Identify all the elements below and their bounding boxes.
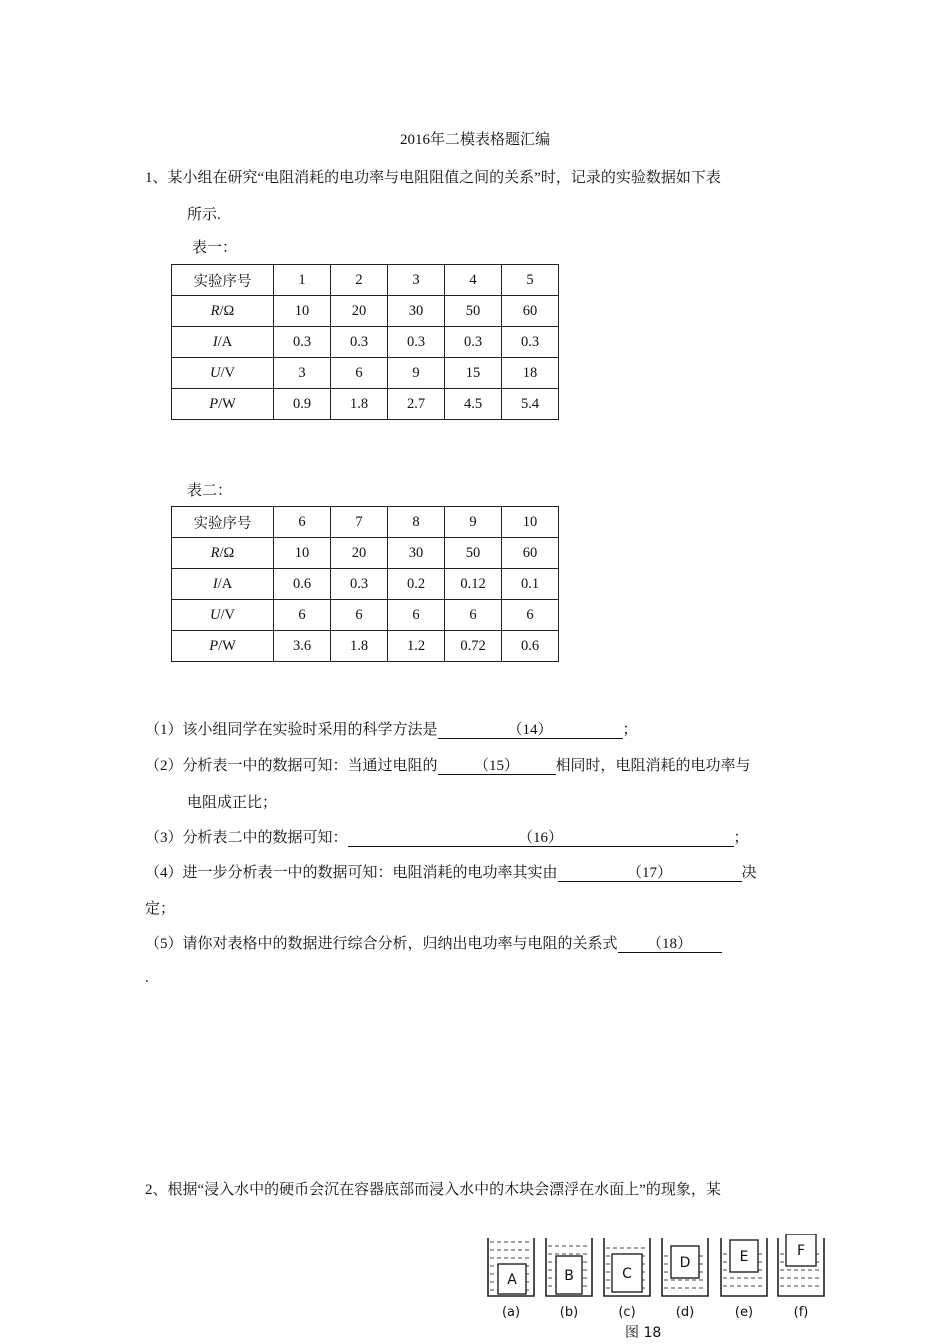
quantity-label (172, 538, 274, 569)
q1-number: 1、 (145, 170, 168, 186)
answer-blank-14[interactable]: （14） (438, 722, 623, 739)
quantity-label (172, 358, 274, 389)
table-cell: 0.3 (502, 327, 559, 358)
table-cell: 4.5 (445, 389, 502, 420)
table-cell: 30 (388, 296, 445, 327)
quantity-label (172, 296, 274, 327)
answer-blank-16[interactable]: （16） (348, 830, 734, 847)
sub-question-1 (145, 718, 638, 739)
table-cell: 6 (388, 600, 445, 631)
trial-number: 7 (331, 507, 388, 538)
beaker-label: (f) (793, 1305, 809, 1320)
table-cell: 0.6 (502, 631, 559, 662)
table-row (172, 631, 559, 662)
table-cell: 20 (331, 296, 388, 327)
table-row (172, 327, 559, 358)
quantity-symbol: I (212, 333, 218, 350)
trial-number: 9 (445, 507, 502, 538)
quantity-symbol: U (210, 606, 221, 623)
sub-question-4 (145, 861, 757, 882)
sub1-end: ； (622, 722, 638, 738)
table-cell: 1.2 (388, 631, 445, 662)
quantity-unit: /V (220, 364, 235, 381)
q2-number: 2、 (145, 1182, 168, 1198)
sub2-text-cont: 相同时，电阻消耗的电功率与 (555, 758, 751, 774)
block-label: E (739, 1249, 749, 1265)
q2-stem-line1 (145, 1178, 721, 1199)
quantity-symbol: I (212, 575, 218, 592)
table-cell: 0.3 (388, 327, 445, 358)
quantity-unit: /V (220, 606, 235, 623)
table-row (172, 569, 559, 600)
quantity-symbol: U (210, 364, 221, 381)
table-cell: 60 (502, 296, 559, 327)
sub4-text-cont: 决 (741, 865, 757, 881)
beaker-label: (c) (618, 1305, 636, 1320)
sub5-text: （5）请你对表格中的数据进行综合分析，归纳出电功率与电阻的关系式 (145, 936, 618, 952)
answer-blank-17[interactable]: （17） (558, 865, 742, 882)
quantity-unit: /W (218, 395, 236, 412)
beaker-label: (d) (675, 1305, 695, 1320)
table-cell: 20 (331, 538, 388, 569)
trial-number: 8 (388, 507, 445, 538)
sub1-text: （1）该小组同学在实验时采用的科学方法是 (145, 722, 438, 738)
block-label: F (796, 1243, 806, 1259)
table1 (171, 264, 559, 420)
sub-question-3 (145, 826, 749, 847)
quantity-unit: /Ω (219, 544, 235, 561)
block-label: B (564, 1268, 574, 1284)
trial-number: 10 (502, 507, 559, 538)
table-cell: 0.12 (445, 569, 502, 600)
table1-caption: 表一： (192, 240, 238, 256)
sub4-text: （4）进一步分析表一中的数据可知：电阻消耗的电功率其实由 (145, 865, 558, 881)
table-cell: 10 (274, 296, 331, 327)
table-row (172, 358, 559, 389)
table-cell: 30 (388, 538, 445, 569)
sub-question-5 (145, 932, 722, 953)
trial-number: 3 (388, 265, 445, 296)
quantity-unit: /Ω (219, 302, 235, 319)
table-cell: 6 (502, 600, 559, 631)
trial-number: 4 (445, 265, 502, 296)
table-cell: 6 (274, 600, 331, 631)
quantity-symbol: P (209, 637, 219, 654)
table-cell: 10 (274, 538, 331, 569)
table-cell: 0.3 (331, 569, 388, 600)
block-label: D (679, 1255, 691, 1271)
table-cell: 1.8 (331, 389, 388, 420)
quantity-label (172, 631, 274, 662)
column-label: 实验序号 (172, 507, 274, 538)
table-header-row (172, 265, 559, 296)
block-label: C (622, 1266, 632, 1282)
table-cell: 0.6 (274, 569, 331, 600)
quantity-label (172, 569, 274, 600)
page-title: 2016年二模表格题汇编 (399, 132, 550, 148)
beaker-label: (e) (734, 1305, 754, 1320)
table-cell: 9 (388, 358, 445, 389)
table-cell: 0.1 (502, 569, 559, 600)
q1-stem-line1 (145, 166, 721, 187)
quantity-unit: /A (217, 333, 233, 350)
table-cell: 2.7 (388, 389, 445, 420)
table-cell: 3.6 (274, 631, 331, 662)
table-cell: 0.72 (445, 631, 502, 662)
q2-stem: 根据“浸入水中的硬币会沉在容器底部而浸入水中的木块会漂浮在水面上”的现象，某 (167, 1182, 721, 1198)
beakers-diagram (485, 1234, 830, 1322)
q1-stem-line2: 所示. (187, 207, 221, 223)
trial-number: 6 (274, 507, 331, 538)
sub2-text: （2）分析表一中的数据可知：当通过电阻的 (145, 758, 438, 774)
quantity-symbol: P (209, 395, 219, 412)
table-row (172, 538, 559, 569)
table2 (171, 506, 559, 662)
table-row (172, 296, 559, 327)
sub-question-4-line2: 定； (145, 901, 176, 917)
answer-blank-18[interactable]: （18） (618, 936, 722, 953)
q1-stem: 某小组在研究“电阻消耗的电功率与电阻阻值之间的关系”时，记录的实验数据如下表 (167, 170, 721, 186)
table-cell: 0.2 (388, 569, 445, 600)
table-cell: 6 (445, 600, 502, 631)
table-row (172, 600, 559, 631)
sub-question-5-line2: . (145, 970, 149, 986)
table-cell: 50 (445, 538, 502, 569)
quantity-unit: /A (217, 575, 233, 592)
quantity-symbol: R (210, 302, 220, 319)
table-header-row (172, 507, 559, 538)
table-cell: 6 (331, 358, 388, 389)
block-label: A (507, 1272, 517, 1288)
figure-caption: 图 18 (625, 1325, 662, 1341)
beaker-label: (b) (559, 1305, 579, 1320)
beaker-label: (a) (501, 1305, 521, 1320)
sub3-end: ； (733, 830, 749, 846)
table-cell: 15 (445, 358, 502, 389)
quantity-unit: /W (218, 637, 236, 654)
trial-number: 5 (502, 265, 559, 296)
column-label: 实验序号 (172, 265, 274, 296)
quantity-label (172, 600, 274, 631)
table-row (172, 389, 559, 420)
table-cell: 5.4 (502, 389, 559, 420)
quantity-symbol: R (210, 544, 220, 561)
table-cell: 0.3 (331, 327, 388, 358)
quantity-label (172, 389, 274, 420)
table-cell: 6 (331, 600, 388, 631)
table-cell: 0.3 (445, 327, 502, 358)
sub-question-2 (145, 754, 751, 775)
table-cell: 3 (274, 358, 331, 389)
answer-blank-15[interactable]: （15） (438, 758, 556, 775)
trial-number: 1 (274, 265, 331, 296)
table-cell: 18 (502, 358, 559, 389)
table-cell: 0.3 (274, 327, 331, 358)
table-cell: 60 (502, 538, 559, 569)
table-cell: 50 (445, 296, 502, 327)
trial-number: 2 (331, 265, 388, 296)
sub3-text: （3）分析表二中的数据可知： (145, 830, 348, 846)
table2-caption: 表二： (187, 483, 233, 499)
table-cell: 1.8 (331, 631, 388, 662)
quantity-label (172, 327, 274, 358)
table-cell: 0.9 (274, 389, 331, 420)
sub-question-2-line2: 电阻成正比； (187, 795, 278, 811)
